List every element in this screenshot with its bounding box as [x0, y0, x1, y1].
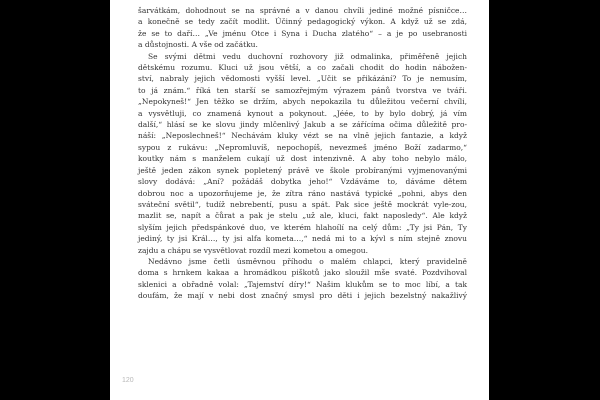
text-line: mazlit se, napít a čůrat a pak je stelu „už ale, kluci, fakt naposledy“. Ale když — [138, 211, 467, 221]
text-line: koutky nám s manželem cukají už dost intenzivně. A aby toho nebylo málo, — [138, 154, 467, 164]
text-line: a důstojnosti. A vše od začátku. — [138, 40, 258, 50]
book-page — [110, 0, 489, 400]
text-line: dobrou noc a upozorňujeme je, že zítra ráno nastává typické „pohni, abys den — [138, 188, 467, 198]
paragraph-3 — [138, 256, 467, 302]
text-line: zajdu a chápu se vysvětlovat rozdíl mezi kometou a omegou. — [138, 245, 368, 255]
text-line: náší: „Neposlechneš!“ Nechávám kluky vézt se na vlně jejich fantazie, a když — [138, 131, 467, 141]
text-line: a vysvětluji, co znamená kynout a pokynout. „Jéée, to by bylo dobrý, já vím — [138, 108, 467, 118]
text-line: ství, nabraly jejich vědomosti vyšší level. „Učit se přikázání? To je nemusím, — [138, 74, 467, 84]
text-line: dětskému rozumu. Kluci už jsou větší, a co začali chodit do hodin nábožen- — [138, 63, 467, 73]
paragraph-2 — [138, 51, 467, 256]
text-line: slyším jejich předspánkové duo, ve kterém hlahoílí na celý dům: „Ty jsi Pán, Ty — [138, 222, 467, 232]
page-text — [138, 5, 467, 302]
paragraph-1 — [138, 5, 467, 51]
text-line: to já znám.“ říká ten starší se samozřejmým výrazem pánů tvorstva ve tváři. — [138, 85, 467, 95]
text-line: další,“ hlásí se ke slovu jindy mlčenlivý Jakub a se zářícíma očima důležitě pro- — [138, 120, 467, 130]
text-line: sklenici a obřadně volal: „Tajemství díry!“ Našim klukům se to moc líbí, a tak — [138, 279, 467, 289]
text-line: sypou z rukávu: „Nepromluvíš, nepochopíš, nevezmeš jméno Boží zadarmo,“ — [138, 142, 467, 152]
text-line: Se svými dětmi vedu duchovní rozhovory již odmalinka, přiměřeně jejich — [148, 51, 467, 61]
text-line: jediný, ty jsi Král…, ty jsi alfa kometa…,“ nedá mi to a kývl s ním stejně znovu — [138, 234, 467, 244]
text-line: šarvátkám, dohodnout se na správné a v danou chvíli jediné možné písničce… — [138, 6, 467, 15]
text-line: doufám, že mají v nebi dost značný smysl pro děti i jejich bezelstný nakažlivý — [138, 291, 467, 301]
text-line: ještě jeden zákon synek popletený právě ve škole probíranými vyjmenovanými — [138, 165, 467, 175]
text-line: že se to daří… „Ve jménu Otce i Syna i Ducha zlatého“ – a je po usebranosti — [138, 28, 467, 38]
text-line: doma s hrnkem kakaa a hromádkou piškotů jako sloužil mše svaté. Pozdvihoval — [138, 268, 467, 278]
text-line: slovy dodává: „Aní? požádáš dobytka jeho!“ Vzdáváme to, dáváme dětem — [138, 177, 467, 187]
text-line: sváteční světil“, tudíž nebrebentí, pusu a spát. Pak sice ještě mockrát vyle-zou, — [138, 199, 467, 209]
text-line: „Nepokyneš!“ Jen těžko se držím, abych nepokazila tu důležitou večerní chvíli, — [138, 97, 467, 107]
text-line: Nedávno jsme četli úsměvnou příhodu o malém chlapci, který pravidelně — [148, 256, 467, 266]
text-line: a konečně se tedy začít modlit. Účinný pedagogický výkon. A když už se zdá, — [138, 17, 467, 27]
page-number: 120 — [122, 377, 134, 384]
